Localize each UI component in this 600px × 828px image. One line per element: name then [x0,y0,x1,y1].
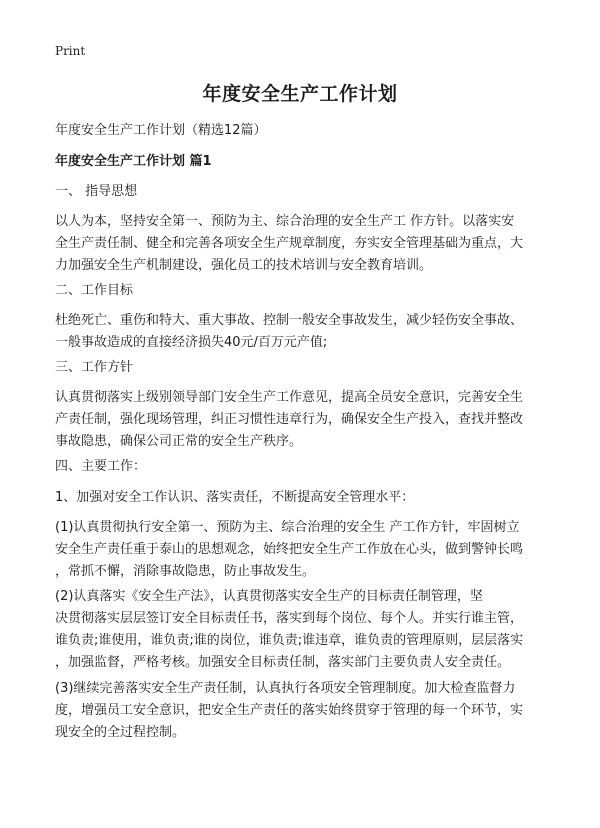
paragraph-item-2 [55,586,545,674]
paragraph-line: 现安全的全过程控制。 [55,725,186,740]
paragraph-line: (2)认真落实《安全生产法》，认真贯彻落实安全生产的目标责任制管理，坚 [55,589,483,604]
section-heading-work-goals: 二、工作目标 [55,283,134,298]
article-heading: 年度安全生产工作计划 篇1 [55,154,212,169]
main-work-point-1: 1、加强对安全工作认识、落实责任，不断提高安全管理水平： [55,490,415,505]
paragraph-line: (1)认真贯彻执行安全第一、预防为主、综合治理的安全生 产工作方针，牢固树立 [55,520,520,535]
paragraph-item-3 [55,678,545,744]
document-subtitle: 年度安全生产工作计划（精选12篇） [55,123,267,138]
paragraph-line: 产责任制，强化现场管理，纠正习惯性违章行为，确保安全生产投入，查找并整改 [55,412,524,427]
paragraph-line: 度，增强员工安全意识，把安全生产责任的落实始终贯穿于管理的每一个环节，实 [55,703,524,718]
section-heading-main-work: 四、主要工作： [55,459,147,474]
paragraph-line: 决贯彻落实层层签订安全目标责任书，落实到每个岗位、每个人。并实行谁主管， [55,611,524,626]
section-paragraph-work-policy [55,387,545,453]
print-label: Print [55,44,86,58]
paragraph-line: 力加强安全生产机制建设，强化员工的技术培训与安全教育培训。 [55,258,433,273]
section-paragraph-guiding-ideology [55,211,545,277]
paragraph-line: 以人为本，坚持安全第一、预防为主、综合治理的安全生产工 作方针。以落实安 [55,214,515,229]
paragraph-line: 认真贯彻落实上级别领导部门安全生产工作意见，提高全员安全意识，完善安全生 [55,390,524,405]
paragraph-line: (3)继续完善落实安全生产责任制，认真执行各项安全管理制度。加大检查监督力 [55,681,516,696]
paragraph-line: 全生产责任制、健全和完善各项安全生产规章制度，夯实安全管理基础为重点，大 [55,236,524,251]
section-paragraph-work-goals [55,310,545,354]
paragraph-item-1 [55,517,545,583]
section-heading-work-policy: 三、工作方针 [55,360,134,375]
paragraph-line: ，常抓不懈，消除事故隐患，防止事故发生。 [55,564,316,579]
paragraph-line: 事故隐患，确保公司正常的安全生产秩序。 [55,434,303,449]
paragraph-line: 杜绝死亡、重伤和特大、重大事故、控制一般安全事故发生，减少轻伤安全事故、 [55,313,524,328]
document-title: 年度安全生产工作计划 [202,83,398,105]
paragraph-line: ，加强监督，严格考核。加强安全目标责任制，落实部门主要负责人安全责任。 [55,655,511,670]
paragraph-line: 安全生产责任重于泰山的思想观念，始终把安全生产工作放在心头，做到警钟长鸣 [55,542,524,557]
paragraph-line: 一般事故造成的直接经济损失40元/百万元产值; [55,335,328,350]
paragraph-line: 谁负责;谁使用，谁负责;谁的岗位，谁负责;谁违章，谁负责的管理原则，层层落实 [55,633,524,648]
section-heading-guiding-ideology: 一、 指导思想 [55,184,138,199]
